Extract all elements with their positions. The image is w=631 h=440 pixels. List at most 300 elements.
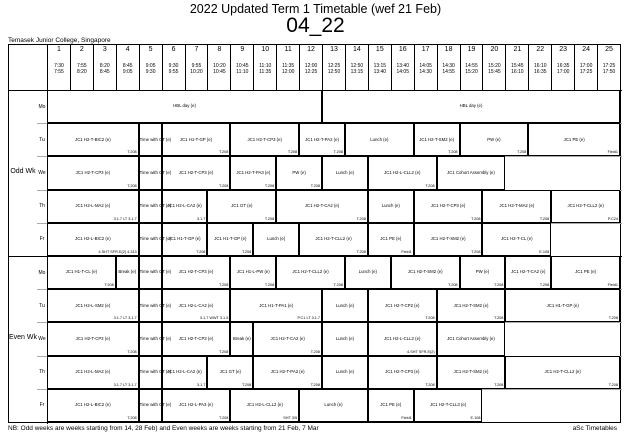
lesson-subject: JC1 H2-T-CLL2 (e): [292, 269, 329, 275]
lesson-subject: JC1 H2-T-CP3 (e): [178, 269, 214, 275]
lesson-cell[interactable]: [299, 123, 345, 156]
lesson-subject: JC1 H2-L-MA2 (e): [75, 203, 111, 209]
lesson-room: T.208: [264, 283, 275, 288]
lesson-cell[interactable]: [414, 389, 483, 422]
period-header: [574, 45, 597, 90]
day-label: Mo: [38, 269, 46, 276]
lesson-subject: JC1 H2-T-CP2 (e): [385, 302, 420, 308]
lesson-room: T.208: [517, 150, 527, 155]
lesson-subject: JC1 PE (e): [563, 136, 585, 142]
lesson-cell[interactable]: [162, 289, 231, 322]
lesson-room: 3.1.7 LT 3.1.7: [113, 316, 137, 321]
lesson-subject: JC1 H2-T-MA2 (e): [499, 203, 535, 209]
period-start-time: 10:20: [213, 63, 226, 69]
lesson-room: E.108: [470, 415, 481, 420]
lesson-subject: JC1 H1-L-PW (e): [236, 269, 270, 275]
day-label: Th: [39, 203, 45, 210]
lesson-subject: JC1 H2-T-BIC2 (e): [75, 136, 111, 142]
period-header: [276, 45, 299, 90]
period-number: 17: [421, 46, 430, 53]
lesson-subject: JC1 H2-T-SM2 (e): [453, 369, 489, 375]
lesson-cell[interactable]: [162, 356, 208, 389]
lesson-cell[interactable]: [482, 190, 551, 223]
period-end-time: 9:30: [145, 69, 156, 75]
lesson-room: Field1: [401, 249, 412, 254]
lesson-cell[interactable]: [368, 322, 437, 355]
lesson-subject: Lunch (e): [324, 402, 343, 408]
period-number: 3: [102, 46, 107, 53]
period-end-time: 15:20: [465, 69, 478, 75]
lesson-cell[interactable]: [230, 322, 253, 355]
lesson-subject: HBL day (e): [173, 103, 196, 109]
period-number: 5: [148, 46, 153, 53]
lesson-subject: JC1 H2-L-BIC2 (e): [75, 402, 111, 408]
lesson-cell[interactable]: [162, 190, 208, 223]
period-number: 24: [582, 46, 590, 53]
lesson-cell[interactable]: [162, 123, 231, 156]
lesson-subject: JC1 H2-T-CLL2 (e): [544, 369, 581, 375]
day-label: Th: [39, 369, 45, 376]
lesson-cell[interactable]: [139, 190, 172, 223]
lesson-cell[interactable]: [437, 156, 506, 189]
lesson-cell[interactable]: [322, 356, 368, 389]
footer-note: NB: Odd weeks are weeks starting from 14, 28 Feb) and Even weeks are weeks starting from 21 Feb, 7 Mar: [8, 425, 319, 432]
lesson-cell[interactable]: [505, 356, 620, 389]
lesson-room: T.208: [287, 150, 298, 155]
lesson-cell[interactable]: [139, 389, 172, 422]
lesson-subject: JC1 H1-T-GP (e): [168, 236, 201, 242]
lesson-subject: JC1 GT (e): [231, 203, 253, 209]
lesson-cell[interactable]: [299, 389, 368, 422]
period-start-time: 10:45: [236, 63, 249, 69]
period-header: [230, 45, 253, 90]
lesson-subject: JC1 H2-T-SM2 (e): [407, 269, 443, 275]
period-start-time: 12:25: [327, 63, 341, 69]
lesson-subject: JC1 H2-L-BIC2 (e): [75, 236, 111, 242]
lesson-subject: JC1 H2-T-SM2 (e): [453, 302, 489, 308]
lesson-cell[interactable]: [276, 256, 345, 289]
lesson-cell[interactable]: [414, 190, 483, 223]
period-start-time: 11:35: [282, 63, 295, 69]
period-number: 1: [57, 46, 61, 53]
period-start-time: 17:25: [602, 63, 616, 69]
lesson-subject: JC1 Cohort Assembly (e): [447, 169, 495, 175]
lesson-cell[interactable]: [47, 289, 139, 322]
lesson-subject: Lunch (e): [335, 302, 355, 308]
lesson-cell[interactable]: [139, 156, 172, 189]
lesson-room: 3.1.7 LT 3.1.7: [113, 216, 137, 221]
period-end-time: 17:25: [579, 69, 593, 75]
lesson-cell[interactable]: [551, 256, 620, 289]
lesson-room: 4.SHT SFR.E(2): [407, 349, 435, 354]
lesson-cell[interactable]: [47, 356, 139, 389]
lesson-room: T.208: [127, 183, 137, 188]
lesson-cell[interactable]: [47, 256, 116, 289]
lesson-room: T.208: [494, 316, 504, 321]
period-header: [345, 45, 368, 90]
lesson-room: T.208: [310, 183, 321, 188]
lesson-subject: Break (e): [118, 269, 137, 275]
period-number: 22: [536, 46, 545, 53]
footer-brand: aSc Timetables: [572, 425, 617, 432]
lesson-room: T.208: [539, 283, 550, 288]
lesson-room: T.208: [425, 382, 435, 387]
period-start-time: 16:10: [534, 63, 547, 69]
lesson-cell[interactable]: [139, 123, 172, 156]
lesson-cell[interactable]: [414, 123, 460, 156]
lesson-subject: JC1 H2-L-CA2 (e): [167, 369, 202, 375]
period-number: 18: [444, 46, 453, 53]
lesson-room: 3.1.7 LT 3.1.7: [113, 382, 137, 387]
day-label: We: [38, 170, 46, 176]
lesson-room: 3.1.7 WWT 3.1.5: [199, 316, 229, 321]
lesson-subject: JC1 H2-T-CLL3 (e): [429, 402, 467, 408]
lesson-room: T.208: [333, 283, 343, 288]
period-header: [253, 45, 276, 90]
lesson-room: T.208: [127, 349, 137, 354]
lesson-subject: Time with CT (e): [139, 369, 172, 375]
period-end-time: 8:45: [99, 69, 110, 75]
lesson-subject: Time with CT (e): [139, 236, 172, 242]
lesson-cell[interactable]: [391, 256, 460, 289]
lesson-cell[interactable]: [116, 256, 139, 289]
day-label: Tu: [39, 302, 45, 309]
period-header: [414, 45, 437, 90]
lesson-room: T.208: [425, 316, 435, 321]
lesson-subject: JC1 Cohort Assembly (e): [447, 335, 495, 341]
period-number: 20: [490, 46, 499, 53]
period-number: 23: [559, 46, 568, 53]
lesson-subject: Lunch (e): [358, 269, 377, 275]
lesson-cell[interactable]: [47, 90, 322, 123]
lesson-cell[interactable]: [368, 389, 414, 422]
lesson-subject: JC1 PE (e): [380, 402, 402, 408]
period-start-time: 15:45: [511, 63, 524, 69]
lesson-subject: JC1 H2-T-CP3 (e): [385, 369, 420, 375]
lesson-cell[interactable]: [460, 123, 529, 156]
period-end-time: 14:05: [396, 69, 409, 75]
lesson-subject: JC1 H1-T-CL (e): [65, 269, 98, 275]
lesson-room: T.208: [356, 249, 366, 254]
lesson-room: T.208: [471, 216, 481, 221]
period-start-time: 17:00: [579, 63, 593, 69]
lesson-cell[interactable]: [437, 289, 506, 322]
day-label: Fr: [39, 402, 45, 409]
lesson-subject: JC1 H2-T-CLL2 (e): [567, 203, 604, 209]
lesson-room: T.208: [608, 382, 618, 387]
school-name: Temasek Junior College, Singapore: [8, 37, 111, 44]
lesson-cell[interactable]: [437, 356, 506, 389]
lesson-cell[interactable]: [253, 356, 322, 389]
lesson-cell[interactable]: [368, 356, 437, 389]
period-header: [185, 45, 208, 90]
period-end-time: 8:20: [76, 69, 87, 75]
lesson-cell[interactable]: [528, 123, 620, 156]
lesson-subject: JC1 PE (e): [575, 269, 597, 275]
lesson-cell[interactable]: [207, 223, 253, 256]
lesson-subject: JC1 H2-T-PA2 (e): [270, 369, 305, 375]
lesson-room: T.208: [127, 150, 137, 155]
period-header: [162, 45, 185, 90]
period-header: [139, 45, 162, 90]
lesson-room: T.208: [219, 283, 229, 288]
lesson-cell[interactable]: [207, 190, 276, 223]
period-end-time: 11:10: [236, 69, 249, 75]
lesson-subject: JC1 H2-L-CLL2 (e): [384, 335, 421, 341]
lesson-cell[interactable]: [551, 190, 620, 223]
lesson-cell[interactable]: [230, 256, 276, 289]
period-header: [116, 45, 139, 90]
lesson-subject: Lunch (e): [267, 236, 286, 242]
lesson-subject: Time with CT (e): [139, 169, 172, 175]
period-start-time: 12:00: [304, 63, 318, 69]
lesson-cell[interactable]: [47, 322, 139, 355]
lesson-cell[interactable]: [276, 190, 368, 223]
lesson-subject: JC1 PE (e): [380, 236, 402, 242]
lesson-subject: JC1 H1-T-PA1 (e): [259, 302, 294, 308]
lesson-cell[interactable]: [253, 322, 322, 355]
period-end-time: 10:45: [213, 69, 226, 75]
lesson-cell[interactable]: [322, 289, 368, 322]
lesson-cell[interactable]: [162, 256, 231, 289]
period-number: 13: [330, 46, 338, 53]
period-number: 11: [284, 46, 292, 53]
lesson-cell[interactable]: [230, 156, 276, 189]
lesson-subject: JC1 H1-T-GP (e): [179, 136, 213, 142]
period-start-time: 8:45: [122, 63, 133, 69]
lesson-room: T.208: [196, 249, 206, 254]
lesson-room: T.208: [310, 349, 321, 354]
period-start-time: 13:40: [396, 63, 409, 69]
lesson-subject: JC1 H1-T-GP (e): [546, 302, 579, 308]
lesson-cell[interactable]: [437, 322, 506, 355]
lesson-cell[interactable]: [368, 190, 414, 223]
period-start-time: 13:15: [373, 63, 387, 69]
class-name: 04_22: [286, 14, 345, 37]
lesson-room: T.208: [264, 216, 275, 221]
lesson-room: T.208: [241, 382, 252, 387]
lesson-room: T.208: [448, 283, 458, 288]
lesson-cell[interactable]: [47, 156, 139, 189]
day-label: Fr: [39, 236, 45, 243]
period-start-time: 16:35: [556, 63, 570, 69]
lesson-subject: JC1 H2-L-SM2 (e): [75, 302, 111, 308]
period-end-time: 17:50: [602, 69, 616, 75]
lesson-cell[interactable]: [162, 223, 208, 256]
lesson-cell[interactable]: [345, 256, 391, 289]
lesson-room: Field1: [401, 415, 412, 420]
lesson-subject: JC1 H2-T-CA2 (e): [511, 269, 546, 275]
lesson-subject: JC1 H2-T-PA3 (e): [236, 169, 271, 175]
lesson-subject: JC1 H2-T-CP3 (e): [178, 169, 214, 175]
period-number: 10: [261, 46, 270, 53]
lesson-subject: JC1 H1-T-GP (e): [214, 236, 247, 242]
lesson-cell[interactable]: [322, 322, 368, 355]
lesson-room: T.208: [241, 249, 252, 254]
lesson-cell[interactable]: [322, 156, 368, 189]
period-number: 25: [605, 46, 613, 53]
lesson-room: T.208: [127, 415, 137, 420]
lesson-room: 3.1.7: [196, 382, 206, 387]
period-number: 6: [171, 46, 176, 53]
lesson-room: T.208: [333, 150, 343, 155]
lesson-subject: JC1 H2-T-CA2 (e): [304, 203, 340, 209]
lesson-room: T.208: [219, 349, 229, 354]
lesson-room: T.208: [471, 249, 481, 254]
period-start-time: 9:30: [168, 63, 179, 69]
period-number: 2: [79, 46, 84, 53]
lesson-cell[interactable]: [299, 223, 368, 256]
lesson-cell[interactable]: [162, 156, 231, 189]
lesson-cell[interactable]: [505, 289, 620, 322]
lesson-cell[interactable]: [139, 256, 172, 289]
lesson-subject: JC1 H2-T-SM2 (e): [430, 236, 466, 242]
lesson-cell[interactable]: [345, 123, 414, 156]
lesson-cell[interactable]: [505, 256, 551, 289]
lesson-cell[interactable]: [414, 223, 483, 256]
period-number: 19: [467, 46, 476, 53]
lesson-subject: JC1 H2-T-SM2 (e): [419, 136, 455, 142]
period-header: [460, 45, 483, 90]
lesson-subject: Lunch (e): [370, 136, 389, 142]
period-end-time: 16:10: [511, 69, 524, 75]
lesson-subject: Lunch (e): [335, 169, 355, 175]
period-end-time: 12:25: [304, 69, 318, 75]
period-start-time: 15:20: [488, 63, 501, 69]
lesson-cell[interactable]: [230, 123, 299, 156]
period-start-time: 7:30: [54, 63, 64, 69]
lesson-subject: Time with CT (e): [139, 203, 172, 209]
lesson-subject: Time with CT (e): [139, 136, 172, 142]
lesson-cell[interactable]: [47, 389, 139, 422]
lesson-cell[interactable]: [47, 223, 139, 256]
lesson-cell[interactable]: [253, 223, 299, 256]
lesson-subject: JC1 H2-T-CP3 (e): [75, 335, 111, 341]
lesson-cell[interactable]: [368, 223, 414, 256]
lesson-cell[interactable]: [207, 356, 253, 389]
lesson-room: Field1: [607, 150, 618, 155]
lesson-room: P.C1 LT 3.1.7: [297, 316, 321, 321]
period-header: [368, 45, 391, 90]
period-header: [322, 45, 345, 90]
period-header: [47, 45, 70, 90]
period-start-time: 11:10: [259, 63, 272, 69]
period-end-time: 12:50: [327, 69, 341, 75]
lesson-cell[interactable]: [162, 389, 231, 422]
lesson-subject: PW (e): [487, 136, 501, 142]
lesson-cell[interactable]: [482, 223, 551, 256]
lesson-cell[interactable]: [230, 289, 322, 322]
period-end-time: 16:35: [534, 69, 547, 75]
lesson-room: T.208: [425, 183, 435, 188]
period-end-time: 11:35: [259, 69, 272, 75]
lesson-cell[interactable]: [322, 90, 620, 123]
period-number: 15: [375, 46, 384, 53]
period-number: 16: [398, 46, 407, 53]
lesson-subject: Lunch (e): [335, 335, 355, 341]
day-label: Tu: [39, 136, 45, 143]
lesson-subject: PW (e): [292, 169, 306, 175]
period-end-time: 9:55: [168, 69, 179, 75]
lesson-room: T.208: [494, 382, 504, 387]
lesson-cell[interactable]: [47, 123, 139, 156]
lesson-subject: JC1 H2-T-PA2 (e): [305, 136, 339, 142]
lesson-subject: Time with CT (e): [139, 302, 172, 308]
period-header: [93, 45, 116, 90]
period-end-time: 13:15: [350, 69, 364, 75]
period-number: 9: [240, 46, 245, 53]
lesson-subject: JC1 H2-L-CLL2 (e): [384, 169, 421, 175]
period-header: [597, 45, 620, 90]
lesson-cell[interactable]: [162, 322, 231, 355]
period-end-time: 14:30: [419, 69, 432, 75]
lesson-cell[interactable]: [230, 389, 299, 422]
period-start-time: 7:55: [76, 63, 87, 69]
lesson-room: T.208: [104, 283, 114, 288]
period-number: 14: [353, 46, 361, 53]
period-end-time: 12:00: [281, 69, 295, 75]
lesson-subject: Time with CT (e): [139, 335, 172, 341]
lesson-room: T.208: [264, 183, 275, 188]
lesson-cell[interactable]: [139, 223, 172, 256]
lesson-room: P.C24: [607, 216, 618, 221]
lesson-subject: Lunch (e): [335, 369, 355, 375]
lesson-cell[interactable]: [139, 322, 172, 355]
period-end-time: 9:05: [122, 69, 133, 75]
lesson-room: T.208: [219, 415, 229, 420]
lesson-subject: JC1 H2-L-MA2 (e): [75, 369, 111, 375]
lesson-cell[interactable]: [276, 156, 322, 189]
timetable-title: 2022 Updated Term 1 Timetable (wef 21 Feb): [189, 2, 442, 16]
period-start-time: 14:05: [419, 63, 432, 69]
week-label: Odd Wk: [10, 168, 36, 175]
lesson-room: T.208: [448, 150, 458, 155]
period-end-time: 14:55: [442, 69, 455, 75]
lesson-cell[interactable]: [47, 190, 139, 223]
timetable-grid: [8, 44, 621, 423]
period-header: [437, 45, 460, 90]
lesson-subject: JC1 H2-T-CP3 (e): [247, 136, 282, 142]
period-end-time: 7:55: [54, 69, 64, 75]
lesson-room: 3.1.7: [196, 216, 206, 221]
lesson-cell[interactable]: [139, 289, 172, 322]
lesson-room: T.208: [310, 382, 321, 387]
lesson-subject: Time with CT (e): [139, 269, 172, 275]
period-end-time: 17:00: [556, 69, 570, 75]
lesson-subject: JC1 H2-L-PA3 (e): [179, 402, 213, 408]
lesson-subject: JC1 GT (e): [219, 369, 241, 375]
day-label: We: [38, 336, 46, 342]
period-start-time: 9:05: [145, 63, 156, 69]
lesson-room: 4.SHT SFR.E(2) 4.313: [98, 249, 137, 254]
lesson-subject: JC1 H2-T-CP3 (e): [75, 169, 111, 175]
lesson-subject: JC1 H2-T-CA2 (e): [270, 335, 305, 341]
lesson-subject: JC1 H2-L-CA2 (e): [178, 302, 214, 308]
period-end-time: 13:40: [373, 69, 387, 75]
lesson-cell[interactable]: [460, 256, 506, 289]
period-number: 8: [217, 46, 222, 53]
period-start-time: 8:20: [99, 63, 110, 69]
lesson-cell[interactable]: [139, 356, 172, 389]
period-start-time: 12:50: [350, 63, 364, 69]
lesson-cell[interactable]: [368, 156, 437, 189]
lesson-cell[interactable]: [368, 289, 437, 322]
period-header: [505, 45, 528, 90]
lesson-subject: JC1 H2-T-CLL2 (e): [315, 236, 352, 242]
day-label: Mo: [38, 103, 46, 110]
period-start-time: 14:30: [442, 63, 455, 69]
lesson-room: Field1: [607, 283, 618, 288]
